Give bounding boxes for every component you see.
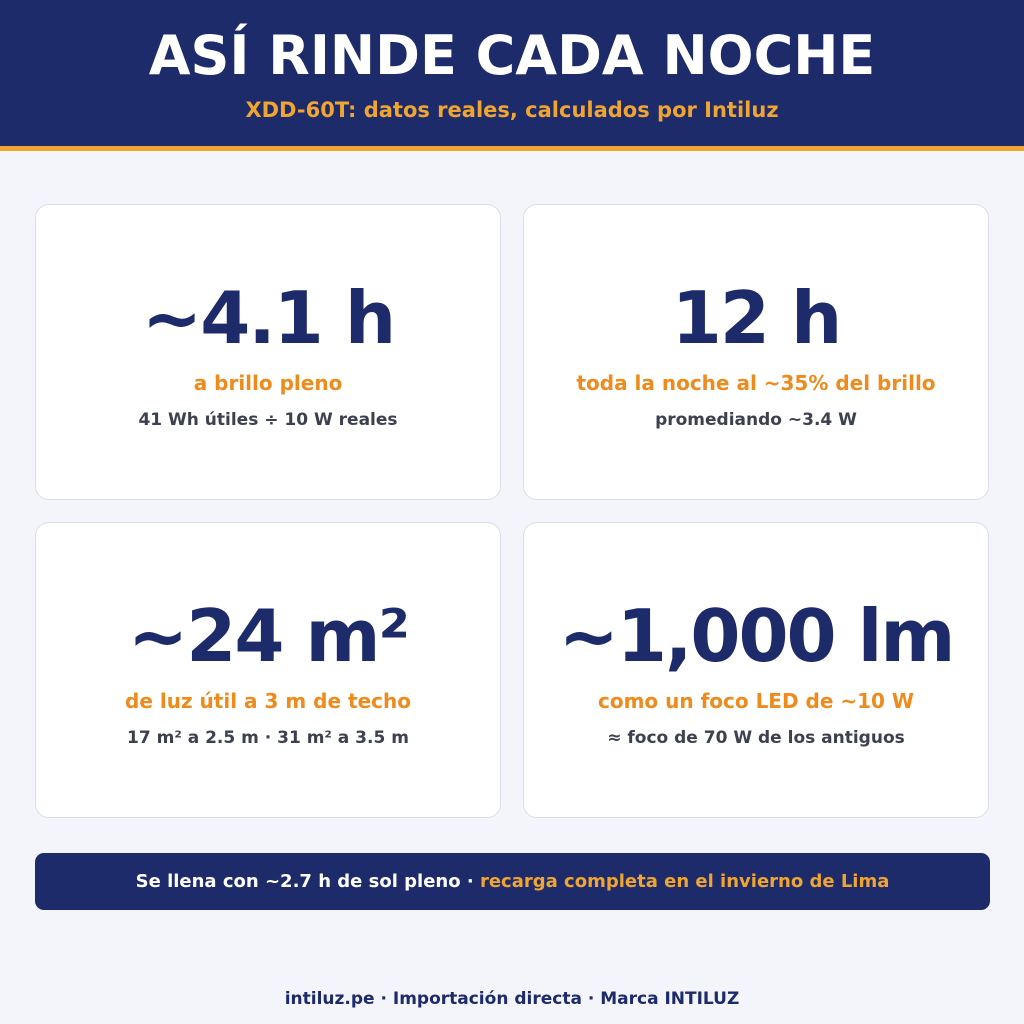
page-title: ASÍ RINDE CADA NOCHE	[148, 24, 876, 87]
banner-text: Se llena con ~2.7 h de sol pleno ·	[135, 871, 480, 892]
stat-value: 12 h	[671, 276, 841, 360]
stat-note: 41 Wh útiles ÷ 10 W reales	[138, 410, 398, 430]
stat-value: ~4.1 h	[141, 276, 395, 360]
banner-highlight: recarga completa en el invierno de Lima	[479, 871, 890, 892]
header-banner	[0, 0, 1024, 151]
stat-card-lumens	[523, 522, 989, 818]
stat-value: ~1,000 lm	[558, 594, 954, 678]
stat-note: promediando ~3.4 W	[655, 410, 857, 430]
stat-value: ~24 m²	[127, 594, 409, 678]
footer-text: intiluz.pe · Importación directa · Marca INTILUZ	[284, 989, 740, 1009]
stat-card-runtime-night	[523, 204, 989, 500]
stat-card-coverage	[35, 522, 501, 818]
stat-note: ≈ foco de 70 W de los antiguos	[607, 728, 905, 748]
stat-label: como un foco LED de ~10 W	[597, 689, 914, 713]
page-subtitle: XDD-60T: datos reales, calculados por Intiluz	[245, 98, 779, 122]
stat-label: a brillo pleno	[193, 371, 343, 395]
stat-label: de luz útil a 3 m de techo	[125, 689, 411, 713]
stat-card-runtime-full	[35, 204, 501, 500]
charging-banner	[35, 853, 990, 910]
stat-note: 17 m² a 2.5 m · 31 m² a 3.5 m	[127, 728, 409, 748]
stat-label: toda la noche al ~35% del brillo	[576, 371, 936, 395]
